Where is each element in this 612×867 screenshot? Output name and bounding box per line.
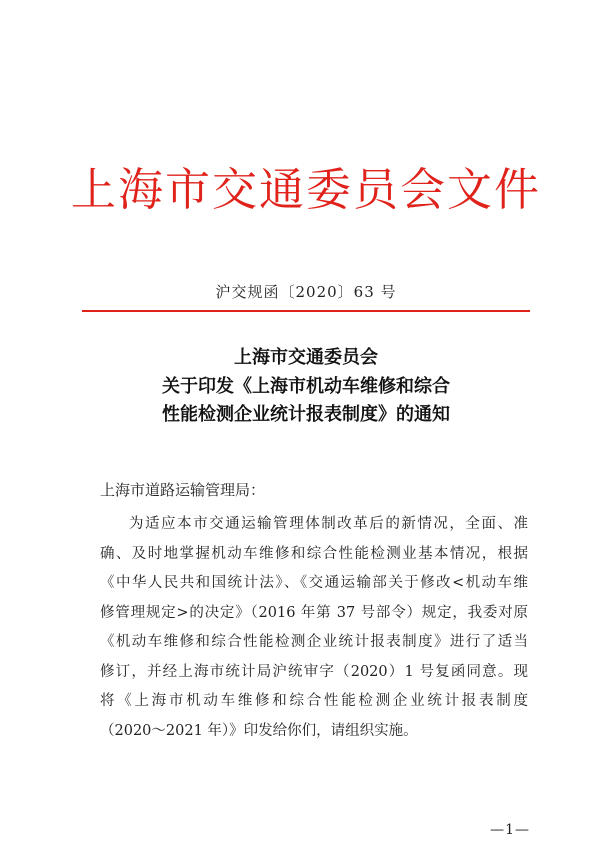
body-line: 《机动车维修和综合性能检测企业统计报表制度》进行了适当 — [100, 634, 528, 650]
notice-title — [0, 344, 612, 430]
body-line: 修订，并经上海市统计局沪统审字（2020）1 号复函同意。现 — [100, 663, 528, 680]
body-line: 将《上海市机动车维修和综合性能检测企业统计报表制度 — [100, 693, 528, 709]
page-number: —1— — [490, 822, 530, 838]
body-paragraph — [100, 510, 528, 746]
body-line: 确、及时地掌握机动车维修和综合性能检测业基本情况，根据 — [100, 545, 528, 562]
notice-title-line: 上海市交通委员会 — [234, 347, 378, 368]
document-number: 沪交规函〔2020〕63 号 — [215, 283, 397, 301]
notice-title-line: 关于印发《上海市机动车维修和综合 — [162, 375, 450, 397]
body-line: 为适应本市交通运输管理体制改革后的新情况，全面、准 — [129, 516, 528, 532]
body-line: 《中华人民共和国统计法》、《交通运输部关于修改<机动车维 — [100, 575, 528, 591]
issuer-header-title: 上海市交通委员会文件 — [70, 163, 541, 216]
body-line: 修管理规定>的决定》（2016 年第 37 号部令）规定，我委对原 — [100, 604, 528, 621]
red-divider-line — [82, 310, 530, 312]
body-line: （2020～2021 年）》印发给你们，请组织实施。 — [100, 722, 418, 739]
addressee: 上海市道路运输管理局： — [100, 481, 266, 499]
notice-title-line: 性能检测企业统计报表制度》的通知 — [162, 404, 450, 425]
